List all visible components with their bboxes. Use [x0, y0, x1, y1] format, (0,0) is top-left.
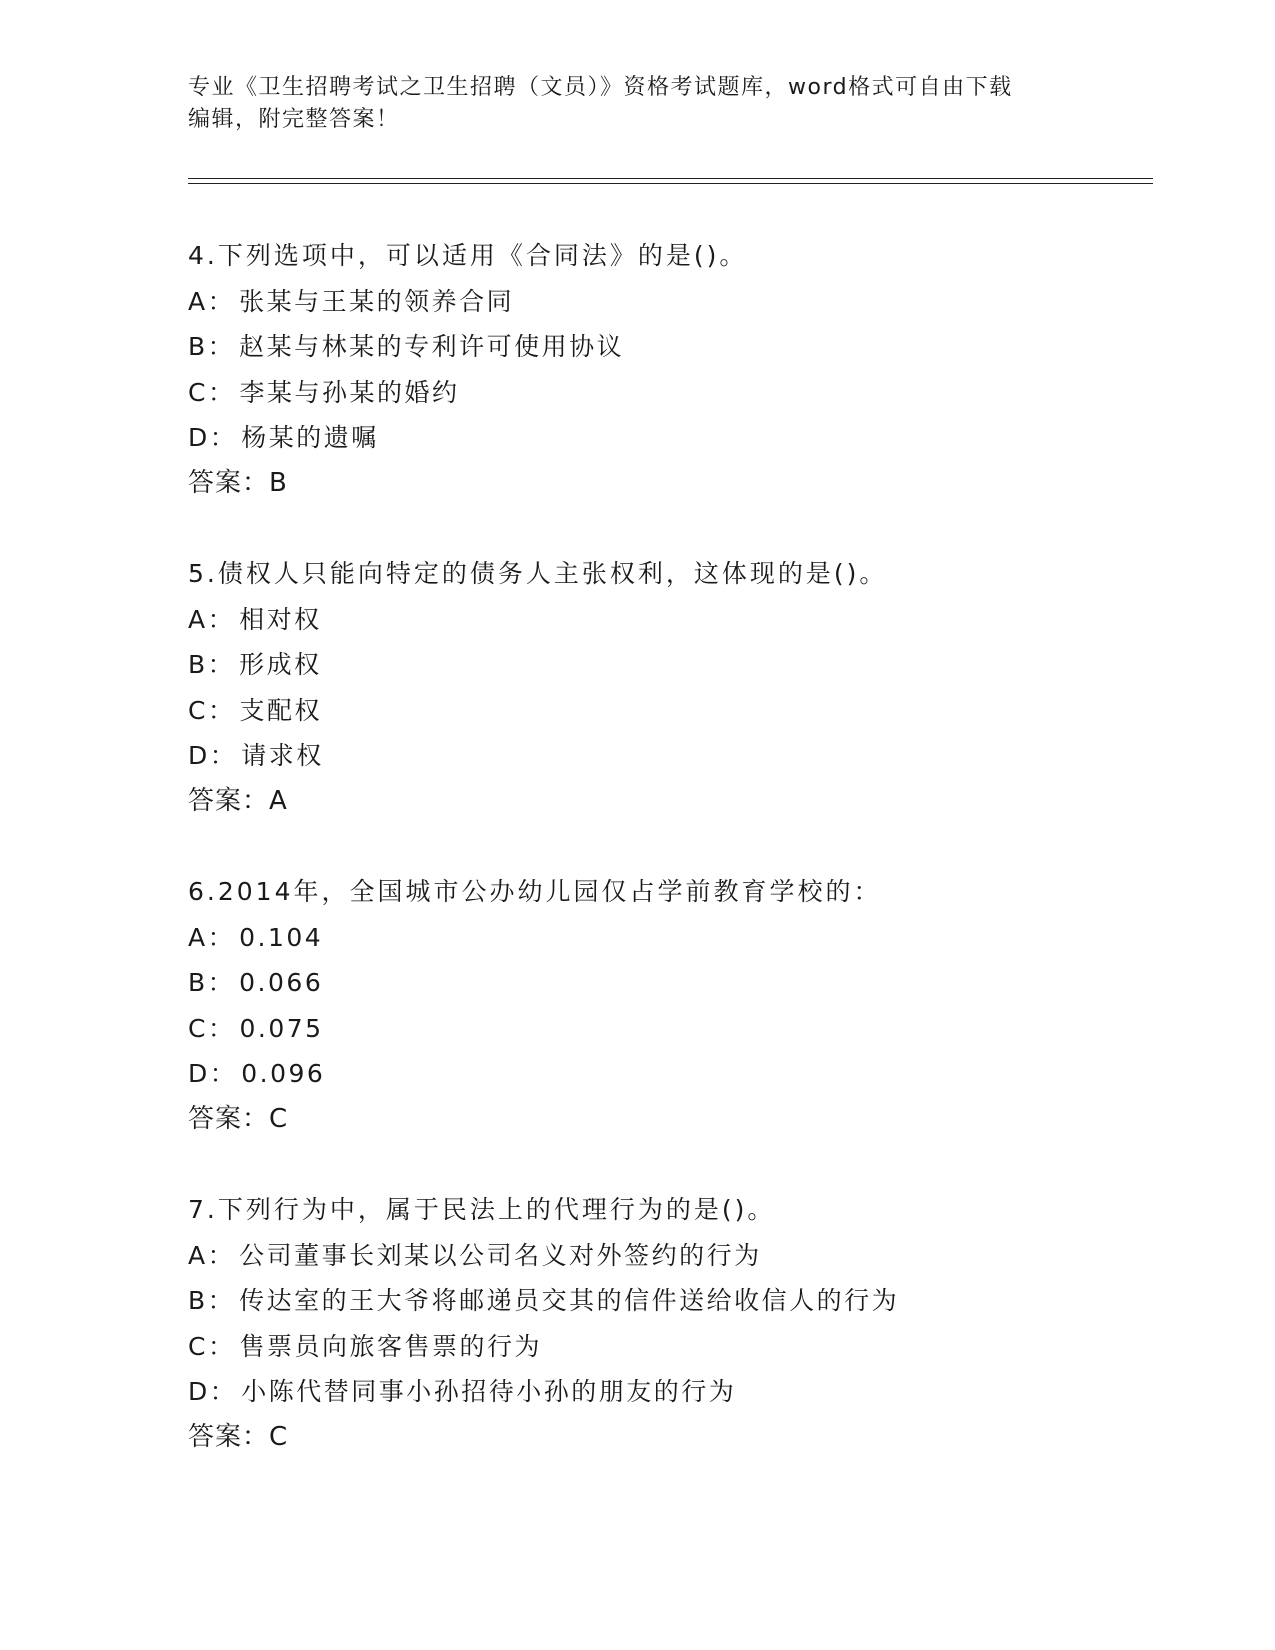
question-4 [188, 233, 1188, 506]
option-a [188, 915, 1188, 961]
option-letter: A： [188, 922, 236, 952]
question-stem: 7.下列行为中，属于民法上的代理行为的是()。 [188, 1195, 776, 1224]
option-text: 传达室的王大爷将邮递员交其的信件送给收信人的行为 [239, 1286, 900, 1315]
answer-line: 答案：C [188, 1421, 289, 1452]
option-text: 相对权 [239, 604, 322, 634]
option-c [188, 1006, 1188, 1052]
option-letter: A： [188, 604, 236, 634]
header-line-1: 专业《卫生招聘考试之卫生招聘（文员）》资格考试题库，word格式可自由下载 [188, 75, 1013, 100]
option-letter: B： [188, 332, 236, 361]
option-text: 0.104 [239, 922, 324, 952]
option-text: 形成权 [239, 650, 322, 679]
option-d [188, 733, 1188, 779]
answer-line: 答案：C [188, 1103, 289, 1134]
option-letter: C： [188, 377, 236, 407]
header-divider-top [188, 178, 1153, 179]
option-text: 0.066 [239, 968, 324, 997]
option-text: 杨某的遗嘱 [241, 423, 379, 452]
header-divider-bottom [188, 183, 1153, 184]
option-text: 0.096 [241, 1059, 326, 1088]
question-stem: 4.下列选项中，可以适用《合同法》的是()。 [188, 241, 748, 270]
option-letter: B： [188, 650, 236, 679]
option-text: 公司董事长刘某以公司名义对外签约的行为 [239, 1240, 762, 1270]
option-d [188, 1051, 1188, 1097]
option-a [188, 279, 1188, 325]
option-letter: C： [188, 1331, 236, 1361]
option-c [188, 370, 1188, 416]
option-letter: C： [188, 1013, 236, 1043]
option-b [188, 1278, 1188, 1324]
option-text: 张某与王某的领养合同 [239, 286, 515, 316]
question-5 [188, 551, 1188, 824]
option-letter: D： [188, 1377, 238, 1406]
question-stem: 6.2014年，全国城市公办幼儿园仅占学前教育学校的： [188, 877, 882, 906]
option-b [188, 960, 1188, 1006]
question-stem: 5.债权人只能向特定的债务人主张权利，这体现的是()。 [188, 559, 888, 588]
option-text: 李某与孙某的婚约 [239, 377, 460, 407]
option-letter: D： [188, 423, 238, 452]
option-b [188, 324, 1188, 370]
option-text: 小陈代替同事小孙招待小孙的朋友的行为 [241, 1377, 737, 1406]
option-letter: B： [188, 968, 236, 997]
option-letter: A： [188, 1240, 236, 1270]
answer-line: 答案：A [188, 785, 288, 816]
option-text: 0.075 [239, 1013, 324, 1043]
option-letter: C： [188, 695, 236, 725]
document-header [188, 72, 1088, 136]
option-a [188, 597, 1188, 643]
option-letter: A： [188, 286, 236, 316]
option-d [188, 415, 1188, 461]
option-letter: D： [188, 741, 238, 770]
question-7 [188, 1187, 1188, 1460]
option-text: 请求权 [241, 741, 324, 770]
option-a [188, 1233, 1188, 1279]
option-letter: D： [188, 1059, 238, 1088]
option-d [188, 1369, 1188, 1415]
option-text: 赵某与林某的专利许可使用协议 [239, 332, 625, 361]
option-text: 支配权 [239, 695, 322, 725]
option-c [188, 1324, 1188, 1370]
option-b [188, 642, 1188, 688]
option-text: 售票员向旅客售票的行为 [239, 1331, 542, 1361]
option-c [188, 688, 1188, 734]
answer-line: 答案：B [188, 467, 288, 498]
question-6 [188, 869, 1188, 1142]
option-letter: B： [188, 1286, 236, 1315]
header-line-2: 编辑，附完整答案！ [188, 107, 400, 132]
